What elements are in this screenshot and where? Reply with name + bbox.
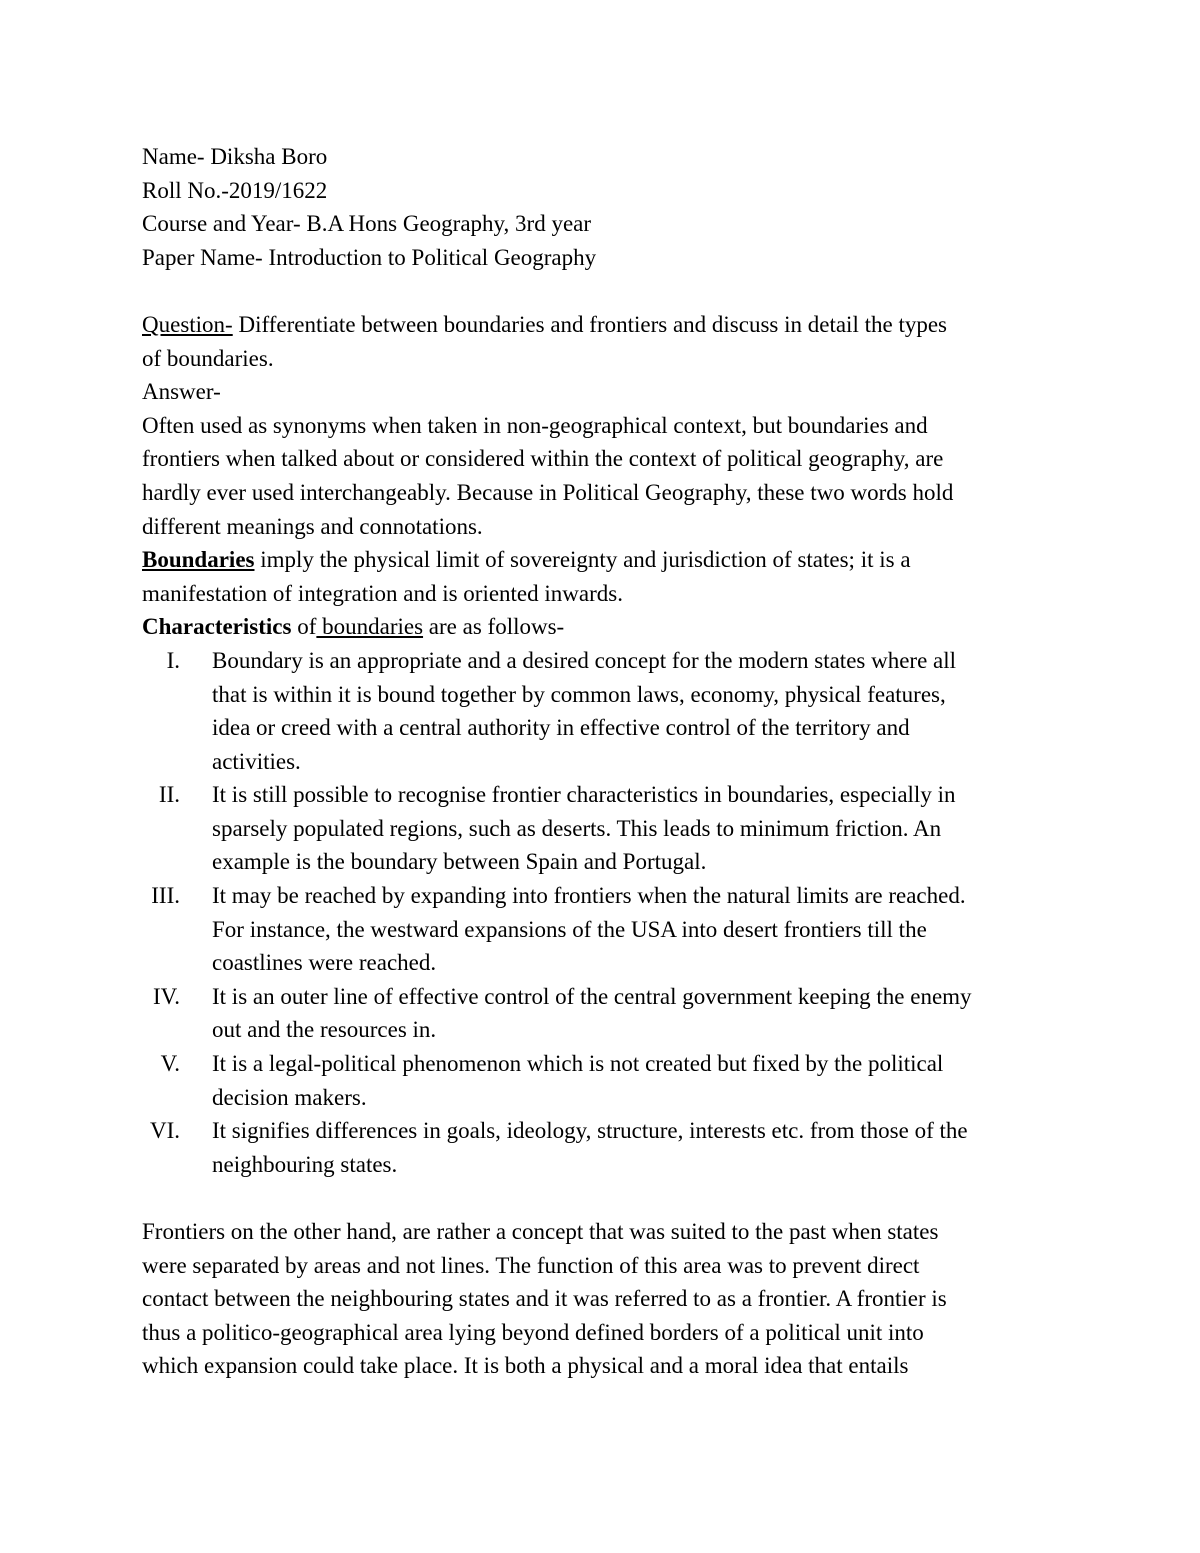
answer-intro-line: Often used as synonyms when taken in non-geographical context, but boundaries and xyxy=(142,412,928,438)
paper-name: Paper Name- Introduction to Political Geography xyxy=(142,244,597,270)
answer-label: Answer- xyxy=(142,379,221,405)
list-item xyxy=(142,1047,1072,1114)
boundaries-definition-text: imply the physical limit of sovereignty and jurisdiction of states; it is a xyxy=(254,547,911,573)
list-numeral: IV. xyxy=(152,983,180,1009)
frontiers-paragraph xyxy=(142,1215,1072,1383)
student-details xyxy=(142,140,1072,274)
list-numeral: II. xyxy=(158,782,180,808)
answer-intro-line: hardly ever used interchangeably. Because in Political Geography, these two words hold xyxy=(142,479,954,505)
list-item-line: decision makers. xyxy=(212,1084,367,1110)
document-body xyxy=(142,140,1072,1383)
list-numeral: V. xyxy=(160,1051,180,1077)
characteristics-word: Characteristics xyxy=(142,614,292,640)
question-line-2: of boundaries. xyxy=(142,345,274,371)
course-and-year: Course and Year- B.A Hons Geography, 3rd year xyxy=(142,211,592,237)
blank-line xyxy=(142,274,1072,308)
list-item-line: It is an outer line of effective control of the central government keeping the enemy xyxy=(212,983,972,1009)
list-numeral: VI. xyxy=(149,1118,180,1144)
frontiers-line: Frontiers on the other hand, are rather a concept that was suited to the past when states xyxy=(142,1219,939,1244)
list-item-line: idea or creed with a central authority in effective control of the territory and xyxy=(212,715,910,741)
answer-intro xyxy=(142,409,1072,543)
boundaries-definition-line-2: manifestation of integration and is oriented inwards. xyxy=(142,580,623,606)
blank-line xyxy=(142,1181,1072,1215)
frontiers-line: which expansion could take place. It is both a physical and a moral idea that entails xyxy=(142,1353,909,1379)
characteristics-heading xyxy=(142,610,1072,644)
boundaries-definition-line-1 xyxy=(142,543,1072,577)
question-line-1 xyxy=(142,308,1072,342)
frontiers-line: were separated by areas and not lines. The function of this area was to prevent direct xyxy=(142,1252,920,1278)
list-item-line: example is the boundary between Spain and Portugal. xyxy=(212,849,707,875)
question xyxy=(142,308,1072,375)
list-item-line: For instance, the westward expansions of the USA into desert frontiers till the xyxy=(212,916,927,942)
characteristics-term: boundaries xyxy=(316,614,424,640)
list-item-line: activities. xyxy=(212,748,301,774)
list-item-line: sparsely populated regions, such as deserts. This leads to minimum friction. An xyxy=(212,815,942,841)
list-item-line: Boundary is an appropriate and a desired concept for the modern states where all xyxy=(212,647,957,673)
question-text-1: Differentiate between boundaries and frontiers and discuss in detail the types xyxy=(232,311,947,337)
roll-number: Roll No.-2019/1622 xyxy=(142,177,328,203)
list-item-line: It signifies differences in goals, ideology, structure, interests etc. from those of the xyxy=(212,1118,968,1144)
answer-intro-line: different meanings and connotations. xyxy=(142,513,483,539)
student-name: Name- Diksha Boro xyxy=(142,144,328,169)
list-numeral: I. xyxy=(166,647,180,673)
list-item-line: that is within it is bound together by common laws, economy, physical features, xyxy=(212,681,946,707)
list-item-line: coastlines were reached. xyxy=(212,950,437,976)
list-item-line: neighbouring states. xyxy=(212,1151,398,1177)
boundaries-definition xyxy=(142,543,1072,610)
list-numeral: III. xyxy=(151,883,180,909)
frontiers-line: thus a politico-geographical area lying beyond defined borders of a political unit into xyxy=(142,1319,924,1345)
frontiers-line: contact between the neighbouring states and it was referred to as a frontier. A frontier is xyxy=(142,1286,947,1312)
list-item xyxy=(142,879,1072,980)
boundaries-term: Boundaries xyxy=(142,547,255,573)
list-item xyxy=(142,1114,1072,1181)
list-item xyxy=(142,980,1072,1047)
question-label: Question- xyxy=(142,311,233,337)
characteristics-list xyxy=(142,644,1072,1182)
list-item xyxy=(142,778,1072,879)
list-item-line: It is a legal-political phenomenon which is not created but fixed by the political xyxy=(212,1051,944,1077)
characteristics-of: of xyxy=(291,614,317,640)
list-item-line: out and the resources in. xyxy=(212,1017,437,1043)
list-item xyxy=(142,644,1072,778)
list-item-line: It is still possible to recognise frontier characteristics in boundaries, especially in xyxy=(212,782,956,808)
list-item-line: It may be reached by expanding into frontiers when the natural limits are reached. xyxy=(212,883,966,909)
characteristics-rest: are as follows- xyxy=(423,614,565,640)
answer-intro-line: frontiers when talked about or considered within the context of political geography, are xyxy=(142,446,944,472)
